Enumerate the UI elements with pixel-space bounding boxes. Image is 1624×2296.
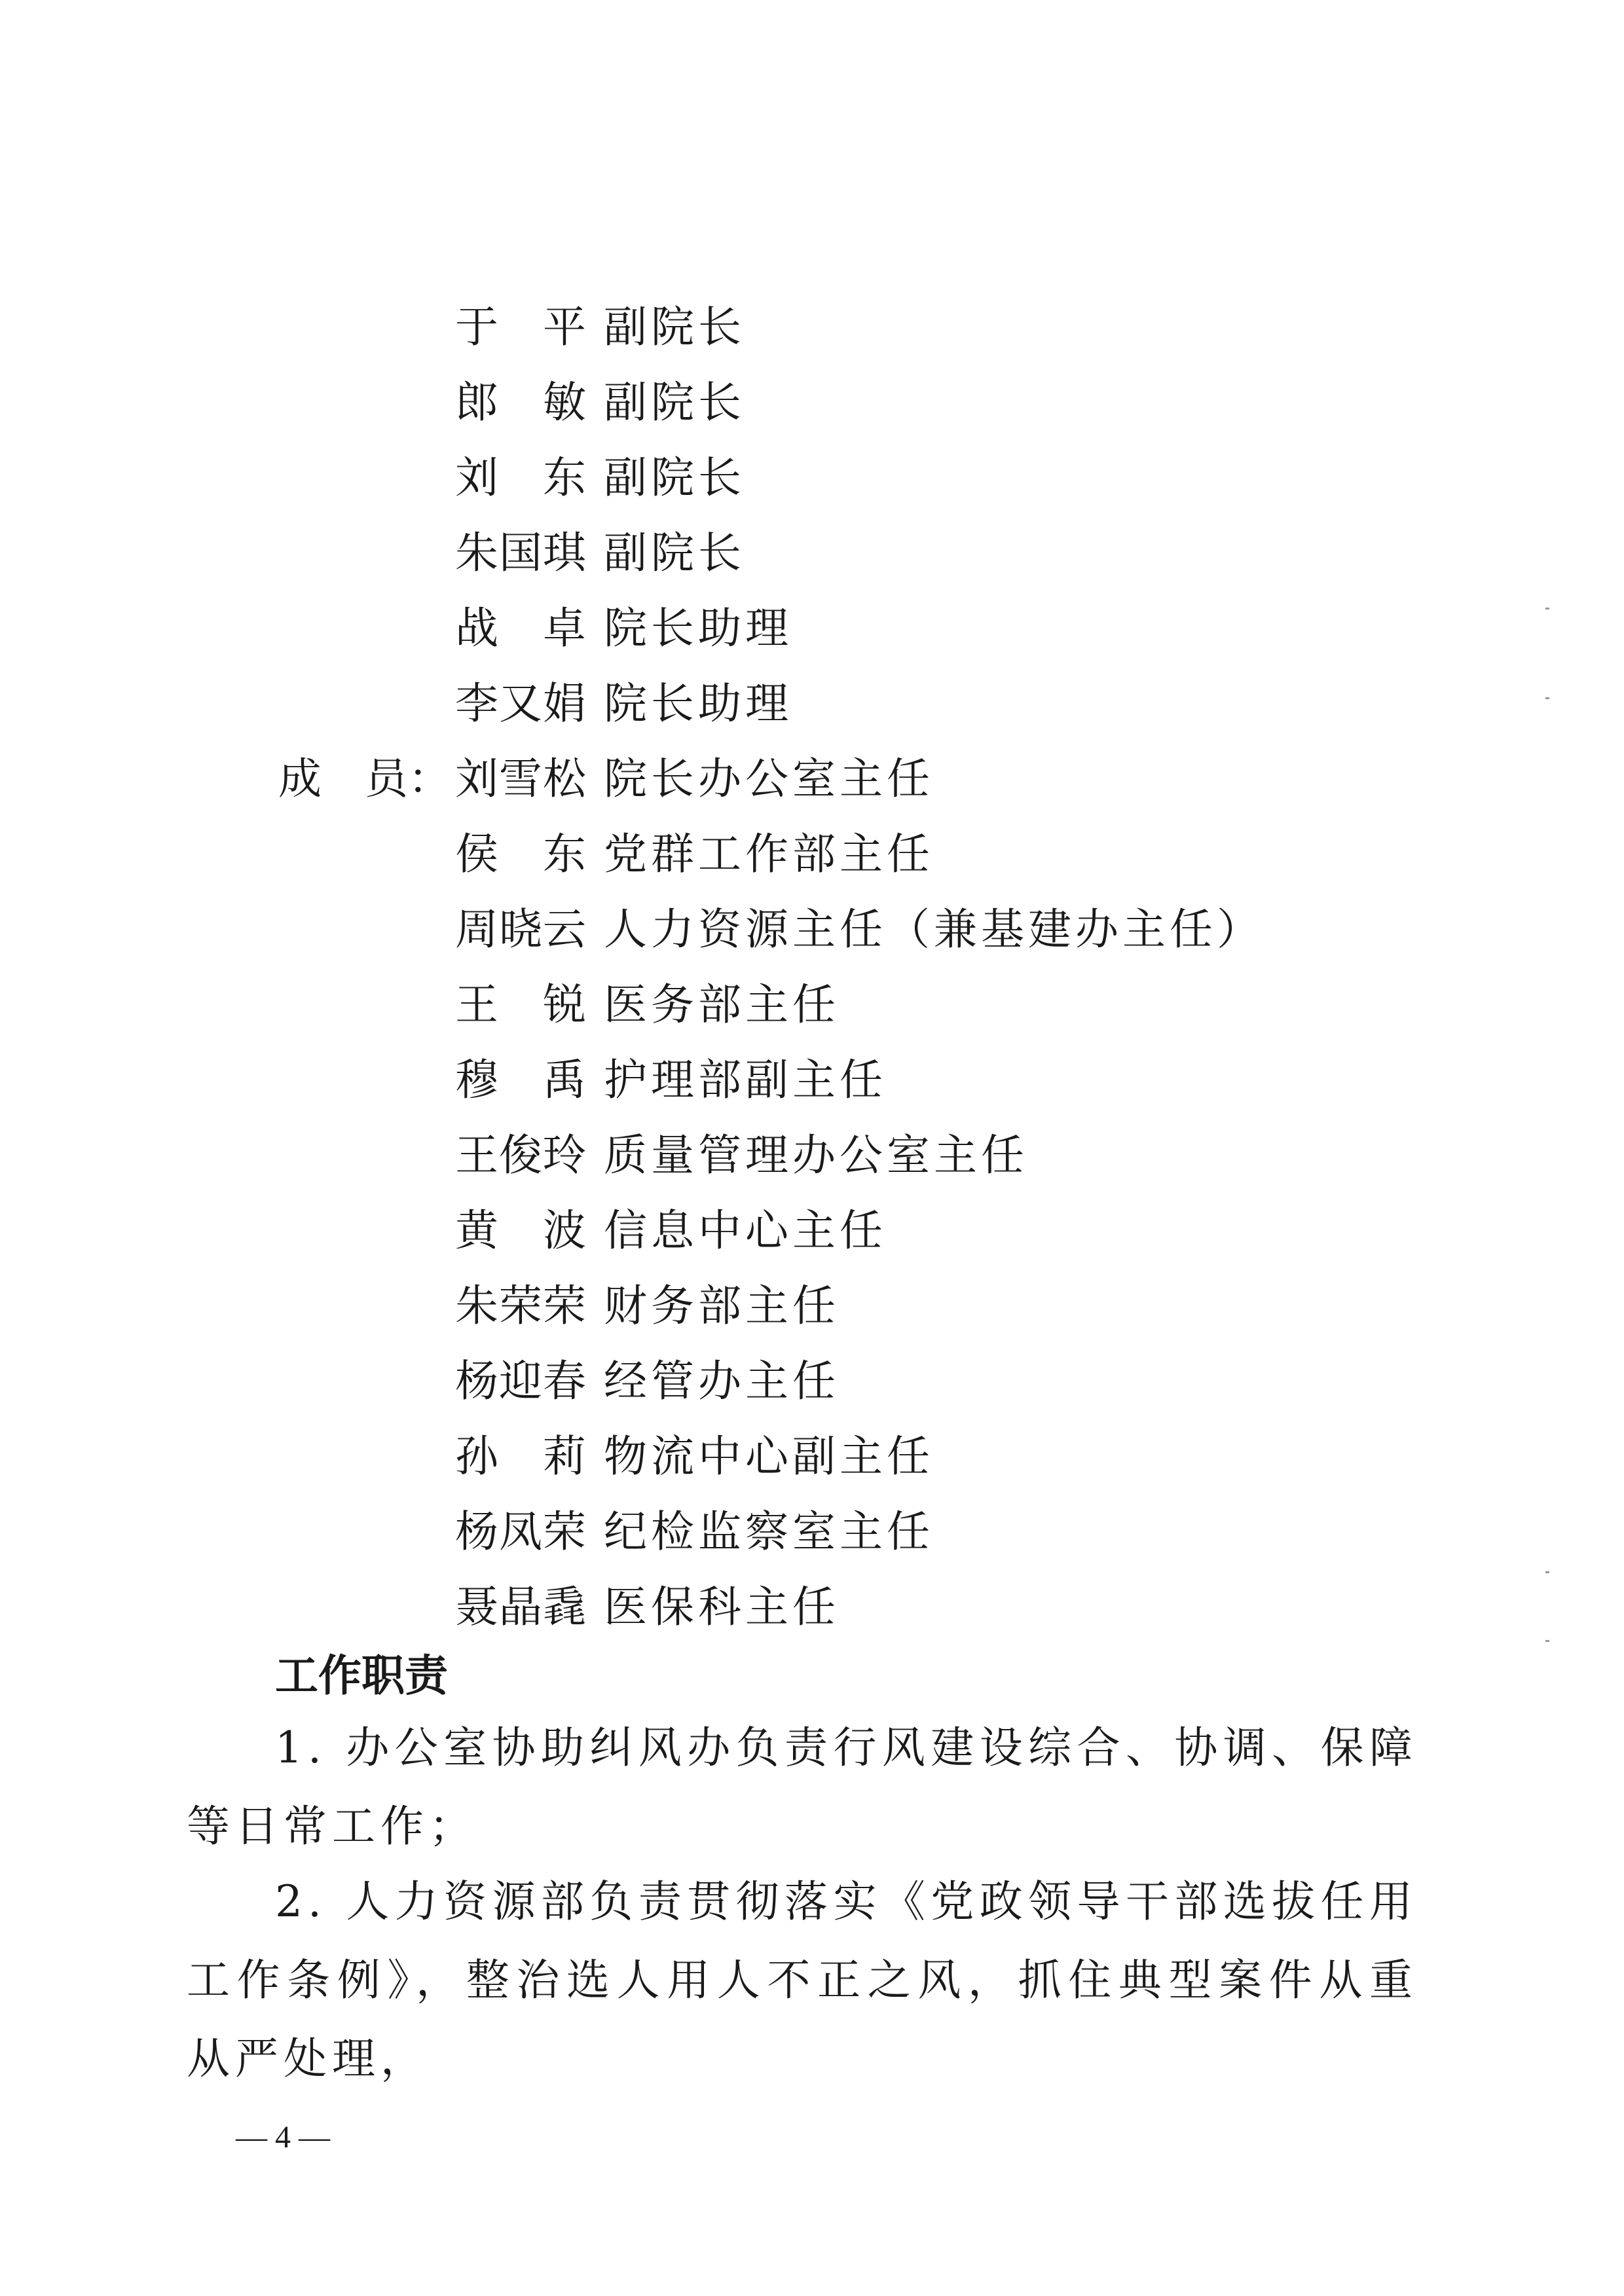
roster-name: 周晓云 (455, 904, 586, 955)
roster-name: 战 卓 (455, 603, 586, 653)
roster-title: 信息中心主任 (604, 1205, 887, 1256)
roster-title: 医务部主任 (604, 979, 840, 1030)
roster-row (0, 524, 1624, 583)
roster-title: 副院长 (604, 302, 745, 352)
scan-artifact (1545, 697, 1549, 699)
roster-row (0, 298, 1624, 357)
roster-row (0, 975, 1624, 1034)
roster-title: 医保科主任 (604, 1582, 840, 1632)
roster-row (0, 1277, 1624, 1336)
roster-row (0, 825, 1624, 884)
roster-name: 朱国琪 (455, 528, 586, 578)
scan-artifact (1545, 1640, 1549, 1642)
roster-row (0, 1427, 1624, 1486)
paragraph-item-1: 1. 办公室协助纠风办负责行风建设综合、协调、保障等日常工作； (187, 1722, 1418, 1851)
roster-row (0, 674, 1624, 733)
roster-row (0, 1503, 1624, 1561)
paragraph-item-2: 2. 人力资源部负责贯彻落实《党政领导干部选拔任用工作条例》，整治选人用人不正之风，抓住典型案件从重从严处理， (187, 1876, 1418, 2084)
roster-name: 穆 禹 (455, 1055, 586, 1105)
roster-row (0, 1051, 1624, 1110)
roster-name: 王 锐 (455, 979, 586, 1030)
roster-title: 人力资源主任（兼基建办主任） (604, 904, 1264, 955)
roster-row (0, 900, 1624, 959)
roster-name: 刘雪松 (455, 754, 586, 804)
roster-name: 刘 东 (455, 452, 586, 503)
roster-row (0, 448, 1624, 507)
roster-row (0, 1352, 1624, 1411)
roster-name: 杨凤荣 (455, 1506, 586, 1557)
roster-name: 于 平 (455, 302, 586, 352)
roster-name: 聂晶毳 (455, 1582, 586, 1632)
roster-name: 李又娟 (455, 678, 586, 729)
roster-row (0, 1126, 1624, 1185)
scan-artifact (1545, 1571, 1549, 1573)
roster-title: 质量管理办公室主任 (604, 1130, 1028, 1180)
roster-title: 院长助理 (604, 678, 792, 729)
roster-title: 财务部主任 (604, 1281, 840, 1331)
roster-row (0, 599, 1624, 658)
roster-row (0, 750, 1624, 809)
roster-title: 副院长 (604, 377, 745, 428)
roster-name: 黄 波 (455, 1205, 586, 1256)
roster-title: 院长助理 (604, 603, 792, 653)
page-number: — 4 — (236, 2120, 330, 2155)
roster-title: 党群工作部主任 (604, 829, 934, 879)
roster-name: 王俊玲 (455, 1130, 586, 1180)
roster-title: 护理部副主任 (604, 1055, 887, 1105)
roster-title: 院长办公室主任 (604, 754, 934, 804)
roster-name: 郎 敏 (455, 377, 586, 428)
roster-row (0, 1201, 1624, 1260)
roster-title: 物流中心副主任 (604, 1431, 934, 1482)
scan-artifact (1545, 608, 1549, 610)
roster-name: 孙 莉 (455, 1431, 586, 1482)
section-heading: 工作职责 (275, 1650, 448, 1701)
roster-role-label: 成 员： (278, 754, 451, 804)
roster-name: 侯 东 (455, 829, 586, 879)
roster-title: 副院长 (604, 452, 745, 503)
roster-title: 纪检监察室主任 (604, 1506, 934, 1557)
roster-row (0, 1578, 1624, 1637)
roster-title: 经管办主任 (604, 1356, 840, 1406)
roster-name: 朱荣荣 (455, 1281, 586, 1331)
roster-title: 副院长 (604, 528, 745, 578)
roster-row (0, 373, 1624, 432)
roster-name: 杨迎春 (455, 1356, 586, 1406)
